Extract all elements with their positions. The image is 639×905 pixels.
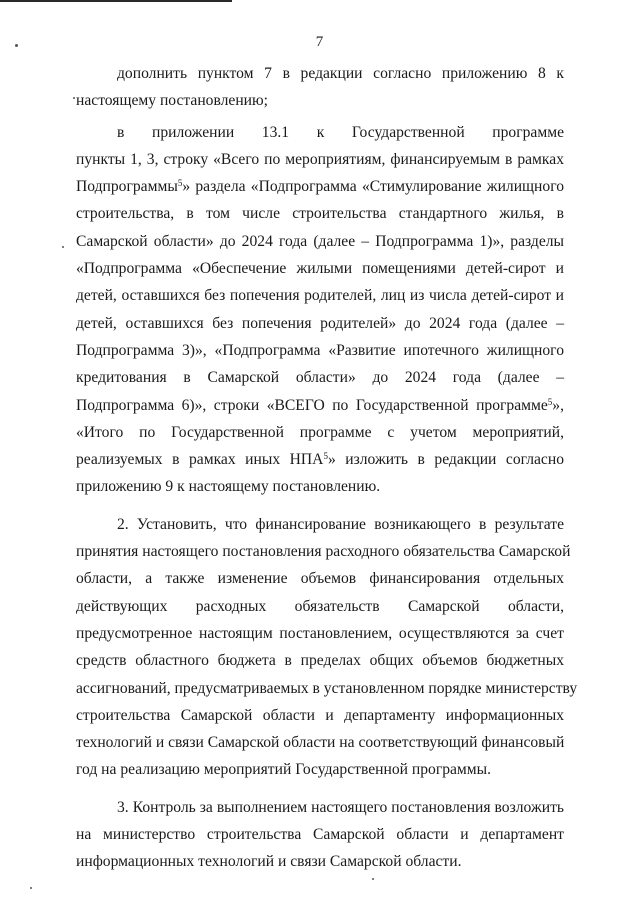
text-line: принятия настоящего постановления расходного обязательства Самарской (76, 543, 571, 561)
text-line (76, 446, 564, 473)
scan-speck (30, 887, 32, 889)
text-line: 2. Установить, что финансирование возникающего в результате (117, 515, 564, 533)
text-fragment: » изложить в редакции согласно (327, 451, 564, 469)
text-line: детей, оставшихся без попечения родителей, лиц из числа детей-сирот и (76, 287, 564, 305)
scan-speck (15, 44, 18, 47)
text-line: приложению 9 к настоящему постановлению. (76, 478, 381, 496)
text-line: ассигнований, предусматриваемых в установленном порядке министерству (76, 679, 578, 697)
text-line: «Итого по Государственной программе с учетом мероприятий, (76, 423, 564, 441)
text-line: технологий и связи Самарской области на соответствующий финансовый (76, 734, 565, 752)
footnote-mark: 5 (547, 396, 553, 407)
text-line: строительства, в том числе строительства стандартного жилья, в (76, 205, 564, 223)
text-line: средств областного бюджета в пределах общих объемов бюджетных (76, 652, 564, 670)
text-line: пункты 1, 3, строку «Всего по мероприятиям, финансируемым в рамках (76, 150, 564, 168)
text-line: на министерство строительства Самарской области и департамент (76, 826, 564, 844)
text-line: строительства Самарской области и департаменту информационных (76, 706, 564, 724)
document-body (76, 60, 578, 876)
text-line: год на реализацию мероприятий Государственной программы. (76, 761, 492, 779)
scan-speck (73, 97, 75, 99)
text-line: дополнить пунктом 7 в редакции согласно приложению 8 к (117, 65, 564, 82)
text-line: информационных технологий и связи Самарской области. (76, 853, 462, 871)
text-line: действующих расходных обязательств Самарской области, (76, 597, 564, 615)
paragraph-4 (76, 794, 564, 876)
text-line (76, 173, 564, 200)
text-fragment: Подпрограмма 6)», строки «ВСЕГО по Государственной программе (76, 396, 548, 414)
text-line: «Подпрограмма «Обеспечение жилыми помещениями детей-сирот и (76, 260, 564, 278)
text-fragment: » раздела «Подпрограмма «Стимулирование жилищного (182, 178, 564, 196)
text-line (76, 392, 564, 419)
text-line: Самарской области» до 2024 года (далее – Подпрограмма 1)», разделы (76, 232, 564, 250)
text-line: области, а также изменение объемов финансирования отдельных (76, 570, 564, 588)
scan-speck (62, 246, 64, 248)
scan-speck (372, 878, 374, 880)
text-line: в приложении 13.1 к Государственной программе (117, 123, 564, 141)
text-line: 3. Контроль за выполнением настоящего постановления возложить (117, 798, 564, 816)
text-line: Подпрограмма 3)», «Подпрограмма «Развитие ипотечного жилищного (76, 341, 564, 359)
text-fragment: Подпрограммы (76, 178, 178, 196)
text-line: детей, оставшихся без попечения родителей» до 2024 года (далее – (76, 314, 564, 332)
text-fragment: реализуемых в рамках иных НПА (76, 451, 324, 469)
text-line: настоящему постановлению; (76, 92, 269, 110)
paragraph-2 (76, 119, 564, 501)
top-rule (0, 0, 232, 2)
text-line: кредитования в Самарской области» до 2024 года (далее – (76, 369, 564, 387)
page-number: 7 (315, 34, 324, 50)
paragraph-1 (76, 60, 564, 115)
text-fragment: », (552, 396, 564, 414)
footnote-mark: 5 (323, 451, 328, 462)
footnote-mark: 5 (177, 178, 183, 189)
text-line: предусмотренное настоящим постановлением, осуществляются за счет (76, 624, 564, 642)
paragraph-3 (76, 511, 578, 784)
